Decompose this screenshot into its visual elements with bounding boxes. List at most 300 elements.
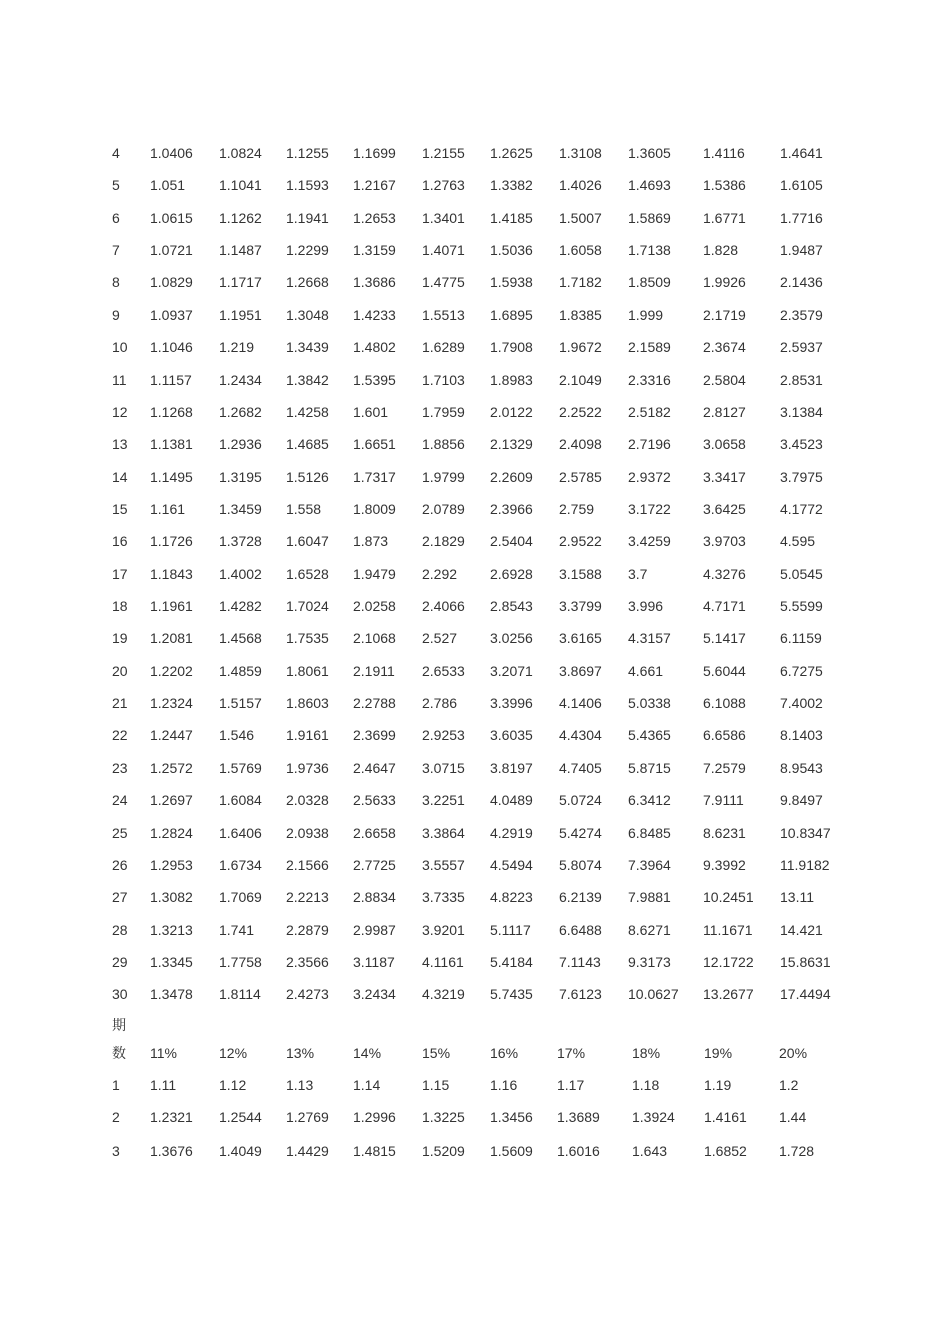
factor-cell: 1.4685 bbox=[286, 436, 329, 453]
table-row bbox=[0, 855, 950, 875]
factor-cell: 1.7908 bbox=[490, 339, 533, 356]
factor-cell: 1.8983 bbox=[490, 371, 533, 388]
factor-cell: 3.0658 bbox=[703, 436, 746, 453]
factor-cell: 6.1159 bbox=[780, 630, 822, 647]
factor-cell: 2.8531 bbox=[780, 371, 823, 388]
factor-cell: 1.6528 bbox=[286, 565, 329, 582]
factor-cell: 1.6651 bbox=[353, 436, 396, 453]
rate-header: 18% bbox=[632, 1045, 661, 1061]
factor-cell: 3.1187 bbox=[353, 954, 395, 970]
factor-cell: 2.3674 bbox=[703, 339, 746, 356]
factor-cell: 2.8834 bbox=[353, 889, 396, 906]
factor-cell: 2.2522 bbox=[559, 403, 602, 420]
factor-cell: 6.2139 bbox=[559, 889, 602, 906]
factor-cell: 1.7716 bbox=[780, 209, 823, 226]
factor-cell: 1.3225 bbox=[422, 1109, 465, 1125]
factor-cell: 1.2668 bbox=[286, 274, 329, 291]
factor-cell: 1.44 bbox=[779, 1109, 807, 1125]
rate-header: 15% bbox=[422, 1045, 451, 1061]
factor-cell: 1.4071 bbox=[422, 242, 465, 259]
factor-cell: 1.11 bbox=[150, 1077, 177, 1093]
factor-cell: 4.8223 bbox=[490, 889, 533, 906]
factor-cell: 1.3728 bbox=[219, 533, 262, 550]
factor-cell: 2.4066 bbox=[422, 598, 465, 615]
factor-cell: 1.2625 bbox=[490, 145, 533, 161]
factor-cell: 1.3842 bbox=[286, 371, 329, 388]
factor-cell: 2.4098 bbox=[559, 436, 602, 453]
factor-cell: 1.873 bbox=[353, 533, 389, 550]
factor-cell: 1.8114 bbox=[219, 986, 261, 1003]
factor-cell: 7.6123 bbox=[559, 986, 602, 1003]
factor-cell: 1.7758 bbox=[219, 954, 262, 970]
rate-header: 20% bbox=[779, 1045, 808, 1061]
factor-cell: 1.17 bbox=[557, 1077, 585, 1093]
factor-cell: 5.6044 bbox=[703, 662, 746, 679]
factor-cell: 2.527 bbox=[422, 630, 458, 647]
factor-cell: 10.0627 bbox=[628, 986, 679, 1003]
factor-cell: 5.8074 bbox=[559, 856, 602, 873]
factor-cell: 4.595 bbox=[780, 533, 816, 550]
factor-cell: 1.558 bbox=[286, 500, 322, 517]
factor-cell: 2.6533 bbox=[422, 662, 465, 679]
table-row bbox=[0, 272, 950, 292]
factor-cell: 4.1772 bbox=[780, 500, 823, 517]
factor-cell: 2.5633 bbox=[353, 792, 396, 809]
period-cell: 10 bbox=[112, 339, 128, 356]
factor-cell: 3.6035 bbox=[490, 727, 533, 744]
factor-cell: 7.4002 bbox=[780, 695, 823, 712]
factor-cell: 2.786 bbox=[422, 695, 458, 712]
table-row bbox=[0, 1107, 950, 1127]
factor-cell: 2.4273 bbox=[286, 986, 329, 1003]
factor-cell: 1.0937 bbox=[150, 306, 193, 323]
factor-cell: 1.18 bbox=[632, 1077, 660, 1093]
factor-cell: 13.11 bbox=[780, 889, 814, 906]
factor-cell: 1.2081 bbox=[150, 630, 193, 647]
factor-cell: 1.2653 bbox=[353, 209, 396, 226]
factor-cell: 1.1699 bbox=[353, 145, 396, 161]
factor-cell: 2.5804 bbox=[703, 371, 746, 388]
factor-cell: 2.0258 bbox=[353, 598, 396, 615]
factor-cell: 2.0328 bbox=[286, 792, 329, 809]
factor-cell: 4.3276 bbox=[703, 565, 746, 582]
period-cell: 4 bbox=[112, 145, 120, 161]
rate-header: 17% bbox=[557, 1045, 586, 1061]
factor-cell: 1.4049 bbox=[219, 1143, 262, 1159]
factor-cell: 8.6271 bbox=[628, 921, 671, 938]
factor-cell: 1.3082 bbox=[150, 889, 193, 906]
factor-cell: 3.3799 bbox=[559, 598, 602, 615]
period-cell: 17 bbox=[112, 565, 128, 582]
rate-header: 12% bbox=[219, 1045, 248, 1061]
factor-cell: 1.7959 bbox=[422, 403, 465, 420]
factor-cell: 1.8385 bbox=[559, 306, 602, 323]
factor-cell: 1.4116 bbox=[703, 145, 745, 161]
factor-cell: 1.15 bbox=[422, 1077, 450, 1093]
factor-cell: 2.0938 bbox=[286, 824, 329, 841]
table-row bbox=[0, 337, 950, 357]
factor-cell: 3.1588 bbox=[559, 565, 602, 582]
factor-cell: 1.12 bbox=[219, 1077, 247, 1093]
factor-cell: 2.1589 bbox=[628, 339, 671, 356]
factor-cell: 1.6895 bbox=[490, 306, 533, 323]
factor-cell: 1.3213 bbox=[150, 921, 193, 938]
factor-cell: 2.3566 bbox=[286, 954, 329, 970]
factor-cell: 4.2919 bbox=[490, 824, 533, 841]
factor-cell: 15.8631 bbox=[780, 954, 831, 970]
factor-cell: 3.3417 bbox=[703, 468, 746, 485]
period-cell: 11 bbox=[112, 371, 127, 388]
factor-cell: 3.2434 bbox=[353, 986, 396, 1003]
factor-cell: 5.1417 bbox=[703, 630, 746, 647]
factor-cell: 3.7 bbox=[628, 565, 648, 582]
factor-cell: 1.9926 bbox=[703, 274, 746, 291]
period-cell: 3 bbox=[112, 1143, 120, 1159]
factor-cell: 1.1046 bbox=[150, 339, 193, 356]
factor-cell: 1.2763 bbox=[422, 177, 465, 194]
factor-cell: 2.2879 bbox=[286, 921, 329, 938]
factor-cell: 11.1671 bbox=[703, 921, 753, 938]
factor-cell: 5.0545 bbox=[780, 565, 823, 582]
factor-cell: 1.2299 bbox=[286, 242, 329, 259]
factor-cell: 1.828 bbox=[703, 242, 739, 259]
factor-cell: 1.5609 bbox=[490, 1143, 533, 1159]
factor-cell: 2.6928 bbox=[490, 565, 533, 582]
factor-cell: 1.16 bbox=[490, 1077, 518, 1093]
period-cell: 22 bbox=[112, 727, 128, 744]
period-cell: 6 bbox=[112, 209, 120, 226]
factor-cell: 5.1117 bbox=[490, 921, 531, 938]
factor-cell: 1.7317 bbox=[353, 468, 396, 485]
factor-cell: 1.14 bbox=[353, 1077, 381, 1093]
factor-cell: 2.7196 bbox=[628, 436, 671, 453]
factor-cell: 4.5494 bbox=[490, 856, 533, 873]
factor-cell: 2.9987 bbox=[353, 921, 396, 938]
factor-cell: 1.7138 bbox=[628, 242, 671, 259]
table-row bbox=[0, 564, 950, 584]
factor-cell: 1.1255 bbox=[286, 145, 329, 161]
factor-cell: 3.1384 bbox=[780, 403, 823, 420]
factor-cell: 4.7171 bbox=[703, 598, 746, 615]
table-row bbox=[0, 434, 950, 454]
factor-cell: 3.1722 bbox=[628, 500, 671, 517]
factor-cell: 1.6105 bbox=[780, 177, 823, 194]
factor-cell: 1.999 bbox=[628, 306, 664, 323]
factor-cell: 4.661 bbox=[628, 662, 664, 679]
factor-cell: 1.2682 bbox=[219, 403, 262, 420]
factor-cell: 1.9799 bbox=[422, 468, 465, 485]
factor-cell: 7.2579 bbox=[703, 759, 746, 776]
factor-cell: 2.9253 bbox=[422, 727, 465, 744]
factor-cell: 6.1088 bbox=[703, 695, 746, 712]
factor-cell: 1.5386 bbox=[703, 177, 746, 194]
table-row bbox=[0, 305, 950, 325]
factor-cell: 1.0829 bbox=[150, 274, 193, 291]
factor-cell: 7.9111 bbox=[703, 792, 744, 809]
factor-cell: 1.6406 bbox=[219, 824, 262, 841]
factor-cell: 2.7725 bbox=[353, 856, 396, 873]
factor-cell: 1.3159 bbox=[353, 242, 396, 259]
factor-cell: 1.5869 bbox=[628, 209, 671, 226]
factor-cell: 2.3699 bbox=[353, 727, 396, 744]
factor-cell: 3.3996 bbox=[490, 695, 533, 712]
table-row bbox=[0, 208, 950, 228]
factor-cell: 1.2167 bbox=[353, 177, 396, 194]
factor-cell: 3.4523 bbox=[780, 436, 823, 453]
factor-cell: 1.546 bbox=[219, 727, 255, 744]
factor-cell: 1.5209 bbox=[422, 1143, 465, 1159]
table-row bbox=[0, 499, 950, 519]
table-row bbox=[0, 790, 950, 810]
factor-cell: 1.3459 bbox=[219, 500, 262, 517]
factor-cell: 2.1329 bbox=[490, 436, 533, 453]
factor-cell: 3.0715 bbox=[422, 759, 465, 776]
factor-cell: 1.3439 bbox=[286, 339, 329, 356]
factor-cell: 1.4802 bbox=[353, 339, 396, 356]
factor-cell: 2.1911 bbox=[353, 662, 395, 679]
factor-cell: 1.9487 bbox=[780, 242, 823, 259]
factor-cell: 2.5937 bbox=[780, 339, 823, 356]
factor-cell: 1.2324 bbox=[150, 695, 193, 712]
factor-cell: 14.421 bbox=[780, 921, 823, 938]
factor-cell: 6.8485 bbox=[628, 824, 671, 841]
factor-cell: 1.2936 bbox=[219, 436, 262, 453]
factor-cell: 3.7335 bbox=[422, 889, 465, 906]
factor-cell: 1.9736 bbox=[286, 759, 329, 776]
factor-cell: 1.6734 bbox=[219, 856, 262, 873]
factor-cell: 3.6425 bbox=[703, 500, 746, 517]
factor-cell: 1.4185 bbox=[490, 209, 533, 226]
factor-cell: 1.8603 bbox=[286, 695, 329, 712]
factor-cell: 1.3108 bbox=[559, 145, 602, 161]
factor-cell: 3.996 bbox=[628, 598, 664, 615]
table-row bbox=[0, 1141, 950, 1161]
factor-cell: 7.1143 bbox=[559, 954, 601, 970]
factor-cell: 1.7024 bbox=[286, 598, 329, 615]
factor-cell: 6.7275 bbox=[780, 662, 823, 679]
period-cell: 5 bbox=[112, 177, 120, 194]
factor-cell: 6.6488 bbox=[559, 921, 602, 938]
period-cell: 19 bbox=[112, 630, 128, 647]
factor-cell: 3.0256 bbox=[490, 630, 533, 647]
factor-cell: 2.2609 bbox=[490, 468, 533, 485]
period-cell: 27 bbox=[112, 889, 128, 906]
table-row bbox=[0, 402, 950, 422]
factor-cell: 1.2155 bbox=[422, 145, 465, 161]
factor-cell: 4.3157 bbox=[628, 630, 671, 647]
factor-cell: 9.3992 bbox=[703, 856, 746, 873]
factor-cell: 1.0721 bbox=[150, 242, 193, 259]
factor-cell: 1.5126 bbox=[286, 468, 329, 485]
rate-header-row bbox=[0, 1043, 950, 1063]
factor-cell: 1.4258 bbox=[286, 403, 329, 420]
factor-cell: 3.8197 bbox=[490, 759, 533, 776]
factor-cell: 1.4282 bbox=[219, 598, 262, 615]
factor-cell: 1.1381 bbox=[150, 436, 193, 453]
factor-cell: 13.2677 bbox=[703, 986, 754, 1003]
factor-cell: 5.0724 bbox=[559, 792, 602, 809]
factor-cell: 1.5157 bbox=[219, 695, 262, 712]
factor-cell: 1.1041 bbox=[219, 177, 262, 194]
period-cell: 2 bbox=[112, 1109, 120, 1125]
factor-cell: 1.8856 bbox=[422, 436, 465, 453]
factor-cell: 4.1406 bbox=[559, 695, 602, 712]
factor-cell: 1.219 bbox=[219, 339, 255, 356]
factor-cell: 2.1068 bbox=[353, 630, 396, 647]
factor-cell: 1.4568 bbox=[219, 630, 262, 647]
factor-cell: 3.2251 bbox=[422, 792, 465, 809]
factor-cell: 1.0406 bbox=[150, 145, 193, 161]
rate-header: 11% bbox=[150, 1045, 177, 1061]
factor-cell: 1.4859 bbox=[219, 662, 262, 679]
factor-cell: 1.0615 bbox=[150, 209, 193, 226]
factor-cell: 1.601 bbox=[353, 403, 389, 420]
factor-cell: 12.1722 bbox=[703, 954, 754, 970]
factor-cell: 2.5182 bbox=[628, 403, 671, 420]
factor-cell: 1.13 bbox=[286, 1077, 314, 1093]
factor-cell: 1.6852 bbox=[704, 1143, 747, 1159]
factor-cell: 1.2544 bbox=[219, 1109, 262, 1125]
factor-cell: 11.9182 bbox=[780, 856, 830, 873]
factor-cell: 1.1961 bbox=[150, 598, 193, 615]
factor-cell: 1.1157 bbox=[150, 371, 192, 388]
period-cell: 15 bbox=[112, 500, 128, 517]
period-cell: 14 bbox=[112, 468, 128, 485]
factor-cell: 1.3924 bbox=[632, 1109, 675, 1125]
factor-cell: 2.1829 bbox=[422, 533, 465, 550]
factor-cell: 3.9201 bbox=[422, 921, 465, 938]
factor-cell: 1.1593 bbox=[286, 177, 329, 194]
factor-cell: 2.5785 bbox=[559, 468, 602, 485]
period-cell: 16 bbox=[112, 533, 128, 550]
factor-cell: 6.3412 bbox=[628, 792, 671, 809]
factor-cell: 1.9672 bbox=[559, 339, 602, 356]
factor-cell: 1.3401 bbox=[422, 209, 465, 226]
factor-cell: 1.6084 bbox=[219, 792, 262, 809]
factor-cell: 1.3478 bbox=[150, 986, 193, 1003]
table-row bbox=[0, 725, 950, 745]
factor-cell: 1.2824 bbox=[150, 824, 193, 841]
factor-cell: 1.5036 bbox=[490, 242, 533, 259]
factor-cell: 1.643 bbox=[632, 1143, 668, 1159]
factor-cell: 2.4647 bbox=[353, 759, 396, 776]
factor-cell: 5.8715 bbox=[628, 759, 671, 776]
period-cell: 26 bbox=[112, 856, 128, 873]
period-cell: 1 bbox=[112, 1077, 120, 1093]
factor-cell: 1.1951 bbox=[219, 306, 262, 323]
period-header-label-bottom: 数 bbox=[112, 1045, 126, 1061]
table-row bbox=[0, 984, 950, 1004]
table-row bbox=[0, 887, 950, 907]
factor-cell: 3.9703 bbox=[703, 533, 746, 550]
factor-cell: 1.9479 bbox=[353, 565, 396, 582]
factor-cell: 3.6165 bbox=[559, 630, 602, 647]
factor-cell: 2.0122 bbox=[490, 403, 533, 420]
factor-cell: 2.1566 bbox=[286, 856, 329, 873]
period-cell: 21 bbox=[112, 695, 128, 712]
rate-header: 19% bbox=[704, 1045, 733, 1061]
period-cell: 29 bbox=[112, 954, 128, 970]
factor-cell: 1.6771 bbox=[703, 209, 746, 226]
factor-cell: 1.5513 bbox=[422, 306, 465, 323]
factor-cell: 1.8061 bbox=[286, 662, 329, 679]
factor-cell: 1.5395 bbox=[353, 371, 396, 388]
factor-cell: 1.9161 bbox=[286, 727, 329, 744]
period-cell: 25 bbox=[112, 824, 128, 841]
factor-cell: 10.8347 bbox=[780, 824, 831, 841]
factor-cell: 1.6289 bbox=[422, 339, 465, 356]
factor-cell: 1.6058 bbox=[559, 242, 602, 259]
factor-cell: 3.3864 bbox=[422, 824, 465, 841]
factor-cell: 1.1941 bbox=[286, 209, 329, 226]
rate-header: 13% bbox=[286, 1045, 315, 1061]
factor-cell: 1.2769 bbox=[286, 1109, 329, 1125]
factor-cell: 2.1719 bbox=[703, 306, 746, 323]
factor-cell: 1.2321 bbox=[150, 1109, 193, 1125]
factor-cell: 1.051 bbox=[150, 177, 186, 194]
factor-cell: 1.3195 bbox=[219, 468, 262, 485]
factor-cell: 1.5938 bbox=[490, 274, 533, 291]
factor-cell: 1.161 bbox=[150, 500, 186, 517]
factor-cell: 4.7405 bbox=[559, 759, 602, 776]
table-row bbox=[0, 596, 950, 616]
period-cell: 23 bbox=[112, 759, 128, 776]
factor-cell: 1.1726 bbox=[150, 533, 193, 550]
factor-cell: 1.4641 bbox=[780, 145, 823, 161]
factor-cell: 3.5557 bbox=[422, 856, 465, 873]
period-cell: 13 bbox=[112, 436, 128, 453]
period-cell: 9 bbox=[112, 306, 120, 323]
factor-cell: 1.3382 bbox=[490, 177, 533, 194]
table-row bbox=[0, 467, 950, 487]
period-cell: 24 bbox=[112, 792, 128, 809]
factor-cell: 1.6016 bbox=[557, 1143, 600, 1159]
factor-cell: 2.1049 bbox=[559, 371, 602, 388]
rate-header: 16% bbox=[490, 1045, 519, 1061]
factor-cell: 1.4815 bbox=[353, 1143, 396, 1159]
factor-cell: 2.3316 bbox=[628, 371, 671, 388]
factor-cell: 2.3579 bbox=[780, 306, 823, 323]
factor-cell: 5.4274 bbox=[559, 824, 602, 841]
table-row bbox=[0, 758, 950, 778]
table-row bbox=[0, 823, 950, 843]
factor-cell: 1.3345 bbox=[150, 954, 193, 970]
factor-cell: 7.9881 bbox=[628, 889, 671, 906]
period-cell: 8 bbox=[112, 274, 120, 291]
factor-cell: 1.3048 bbox=[286, 306, 329, 323]
factor-cell: 1.7103 bbox=[422, 371, 465, 388]
factor-cell: 1.5769 bbox=[219, 759, 262, 776]
factor-cell: 1.1262 bbox=[219, 209, 262, 226]
factor-cell: 9.8497 bbox=[780, 792, 823, 809]
factor-cell: 6.6586 bbox=[703, 727, 746, 744]
factor-cell: 17.4494 bbox=[780, 986, 831, 1003]
factor-cell: 2.292 bbox=[422, 565, 458, 582]
factor-cell: 8.1403 bbox=[780, 727, 823, 744]
factor-cell: 1.4775 bbox=[422, 274, 465, 291]
factor-cell: 3.2071 bbox=[490, 662, 533, 679]
factor-cell: 9.3173 bbox=[628, 954, 671, 970]
table-row bbox=[0, 693, 950, 713]
factor-cell: 3.4259 bbox=[628, 533, 671, 550]
factor-cell: 1.2697 bbox=[150, 792, 193, 809]
factor-cell: 1.1268 bbox=[150, 403, 193, 420]
factor-cell: 2.6658 bbox=[353, 824, 396, 841]
table-row bbox=[0, 952, 950, 972]
factor-cell: 1.2 bbox=[779, 1077, 799, 1093]
factor-cell: 3.7975 bbox=[780, 468, 823, 485]
factor-cell: 1.741 bbox=[219, 921, 255, 938]
